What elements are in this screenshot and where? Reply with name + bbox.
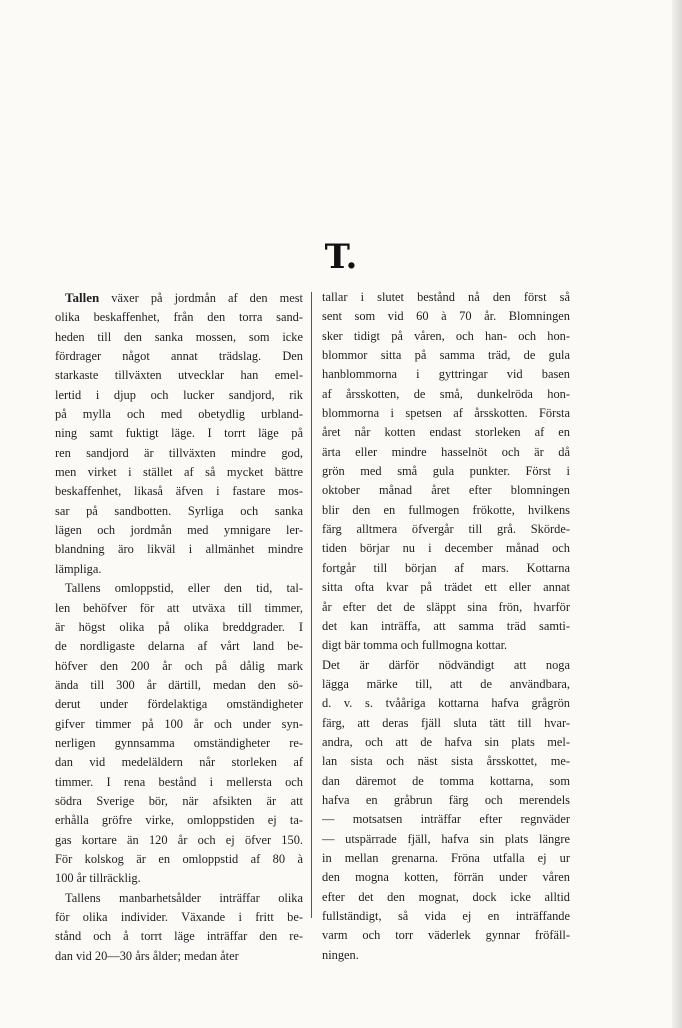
text-line: ningen.	[322, 947, 359, 962]
text-line: varm och torr väderlek gynnar fröfäll-	[322, 928, 570, 943]
text-line: lan sista och näst sista årsskottet, me-	[322, 754, 570, 769]
text-line: blommorna i spetsen af årsskotten. Första	[322, 406, 570, 421]
text-line: blir den en fullmogen frökotte, hvilkens	[322, 502, 570, 517]
text-line: men virket i stället af så mycket bättre	[55, 465, 303, 480]
text-line: är högst olika på olika breddgrader. I	[55, 619, 303, 634]
text-line: Det är därför nödvändigt att noga	[322, 657, 570, 672]
text-line: tiden börjar nu i december månad och	[322, 541, 570, 556]
text-line: färg alltmera öfvergår till grå. Skörde-	[322, 522, 570, 537]
text-line: gas kortare än 120 år och ej öfver 150.	[55, 832, 303, 847]
text-line: in mellan grenarna. Fröna utfalla ej ur	[322, 850, 570, 865]
text-line: blandning äro likväl i allmänhet mindre	[55, 542, 303, 557]
text-line-rest: växer på jordmån af den mest	[99, 291, 303, 305]
text-line: lägen och jordmån med ymnigare ler-	[55, 523, 303, 538]
text-line: derut under fördelaktiga omständigheter	[55, 697, 303, 712]
text-line: För kolskog är en omloppstid af 80 à	[55, 851, 303, 866]
text-line: nerligen gynnsamma omständigheter re-	[55, 735, 303, 750]
text-line: af årsskotten, de små, dunkelröda hon-	[322, 386, 570, 401]
text-line: heden till den sanka mossen, som icke	[55, 329, 303, 344]
text-line: stånd och å torrt läge inträffar den re-	[55, 929, 303, 944]
text-line: erhålla gröfre virke, omloppstiden ej ta-	[55, 813, 303, 828]
text-line: den mogna kotten, förrän under våren	[322, 870, 570, 885]
text-line: ning samt fuktigt läge. I torrt läge på	[55, 426, 303, 441]
text-line: d. v. s. tvååriga kottarna hafva grågrön	[322, 696, 570, 711]
text-line: för olika individer. Växande i fritt be-	[55, 910, 303, 924]
text-line: det kan inträffa, att samma träd samti-	[322, 618, 570, 633]
text-line: — utspärrade fjäll, hafva sin plats längre	[322, 831, 570, 846]
text-line: timmer. I rena bestånd i mellersta och	[55, 774, 303, 789]
text-line: lämpliga.	[55, 561, 102, 576]
text-line: oktober månad året efter blomningen	[322, 483, 570, 498]
text-line: sker tidigt på våren, och han- och hon-	[322, 328, 570, 343]
text-line: de nordligaste delarna af vårt land be-	[55, 639, 303, 654]
text-line	[55, 288, 303, 308]
text-line: hafva en gråbrun färg och merendels	[322, 792, 570, 807]
text-line: Tallens manbarhetsålder inträffar olika	[65, 890, 303, 905]
text-line: Tallens omloppstid, eller den tid, tal-	[65, 581, 303, 596]
column-divider-rule	[311, 292, 312, 918]
text-line: dan vid medeläldern når storleken af	[55, 755, 303, 770]
text-line: fullständigt, så vida ej en inträffande	[322, 909, 570, 923]
right-text-column	[322, 288, 570, 965]
text-line: andra, och att de hafva sin plats mel-	[322, 734, 570, 749]
text-line: på mylla och med obetydlig urbland-	[55, 407, 303, 422]
text-line: färg, att deras fjäll sluta tätt till hvar-	[322, 715, 570, 730]
text-line: år efter det de släppt sina frön, hvarför	[322, 599, 570, 614]
text-line: södra Sverige bör, när afsikten är att	[55, 793, 303, 808]
text-line: — motsatsen inträffar efter regnväder	[322, 812, 570, 827]
section-heading-letter: T.	[324, 237, 358, 277]
page-edge-shadow	[672, 0, 682, 1028]
left-text-column	[55, 288, 303, 966]
text-line: lägga märke till, att de användbara,	[322, 676, 570, 691]
text-line: lertid i djup och lucker sandjord, rik	[55, 387, 303, 402]
text-line: hanblommorna i gyttringar vid basen	[322, 367, 570, 382]
text-line: len behöfver för att utväxa till timmer,	[55, 600, 303, 615]
text-line: dan vid 20—30 års ålder; medan åter	[55, 948, 239, 963]
text-line: starkaste tillväxten utvecklar han emel-	[55, 368, 303, 383]
text-line: digt bär tomma och fullmogna kottar.	[322, 638, 508, 653]
text-line: höfver den 200 år och på dålig mark	[55, 658, 303, 673]
text-line: fördrager något annat trädslag. Den	[55, 349, 303, 364]
text-line: ända till 300 år därtill, medan den sö-	[55, 677, 303, 692]
text-line: gifver timmer på 100 år och under syn-	[55, 716, 303, 731]
text-line: sent som vid 60 à 70 år. Blomningen	[322, 309, 570, 324]
text-line: grön med små gula punkter. Först i	[322, 464, 570, 479]
text-line: sar på sandbotten. Syrliga och sanka	[55, 503, 303, 518]
text-line: olika beskaffenhet, från den torra sand-	[55, 310, 303, 325]
text-line: efter det den mognat, dock icke alltid	[322, 889, 570, 904]
text-line: beskaffenhet, likaså äfven i fastare mos-	[55, 484, 303, 499]
text-line: 100 år tillräcklig.	[55, 871, 141, 886]
text-line: dan däremot de tomma kottarna, som	[322, 773, 570, 788]
lead-word: Tallen	[65, 290, 100, 305]
text-line: blommor sitta på samma träd, de gula	[322, 348, 570, 363]
text-line: fortgår till början af mars. Kottarna	[322, 560, 570, 575]
text-line: tallar i slutet bestånd nå den först så	[322, 290, 570, 304]
text-line: året når kotten endast storleken af en	[322, 425, 570, 440]
text-line: ren sandjord är tillväxten mindre god,	[55, 445, 303, 460]
text-line: sitta ofta kvar på trädet ett eller annat	[322, 580, 570, 595]
text-line: ärta eller mindre hasselnöt och är då	[322, 444, 570, 459]
